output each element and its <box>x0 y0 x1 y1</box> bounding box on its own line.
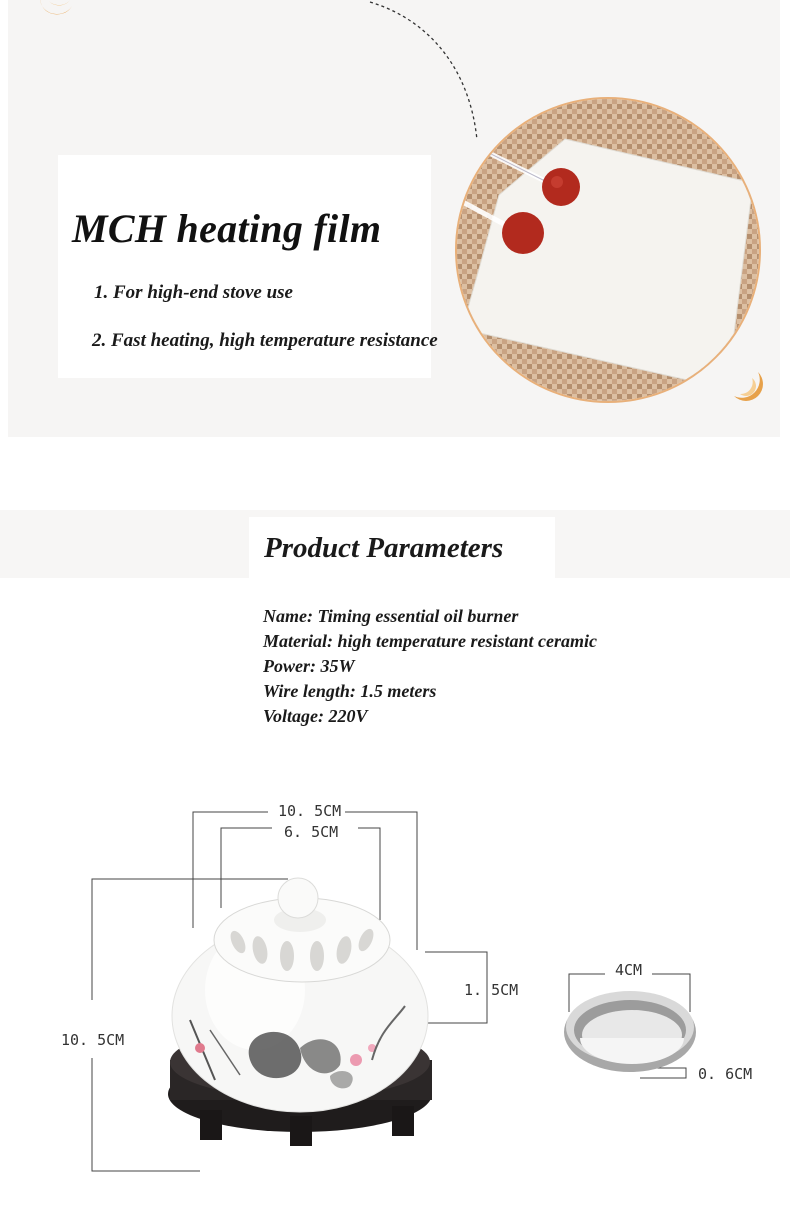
dimension-drawing <box>0 780 790 1215</box>
feature-item: 2. Fast heating, high temperature resistance <box>92 330 438 351</box>
parameter-item: Material: high temperature resistant ceramic <box>263 631 598 651</box>
parameter-item: Wire length: 1.5 meters <box>263 681 437 701</box>
parameter-item: Voltage: 220V <box>263 706 368 726</box>
burner-height-label: 10. 5CM <box>61 1031 125 1049</box>
parameter-item: Name: Timing essential oil burner <box>263 606 519 626</box>
heating-film-photo <box>455 97 761 403</box>
dashed-curve-arrow <box>330 0 490 150</box>
hero-title: MCH heating film <box>72 206 382 251</box>
parameter-item: Power: 35W <box>263 656 355 676</box>
section-title: Product Parameters <box>264 532 504 564</box>
feature-item: 1. For high-end stove use <box>94 282 293 303</box>
burner-outer-width-label: 10. 5CM <box>278 802 342 820</box>
lid-height-label: 1. 5CM <box>464 981 519 999</box>
tray-diameter-label: 4CM <box>615 961 643 979</box>
parameters-list <box>263 604 597 729</box>
burner-lid-width-label: 6. 5CM <box>284 823 339 841</box>
crescent-moon-icon <box>732 370 768 404</box>
tray-depth-label: 0. 6CM <box>698 1065 753 1083</box>
crescent-moon-icon <box>38 0 78 16</box>
